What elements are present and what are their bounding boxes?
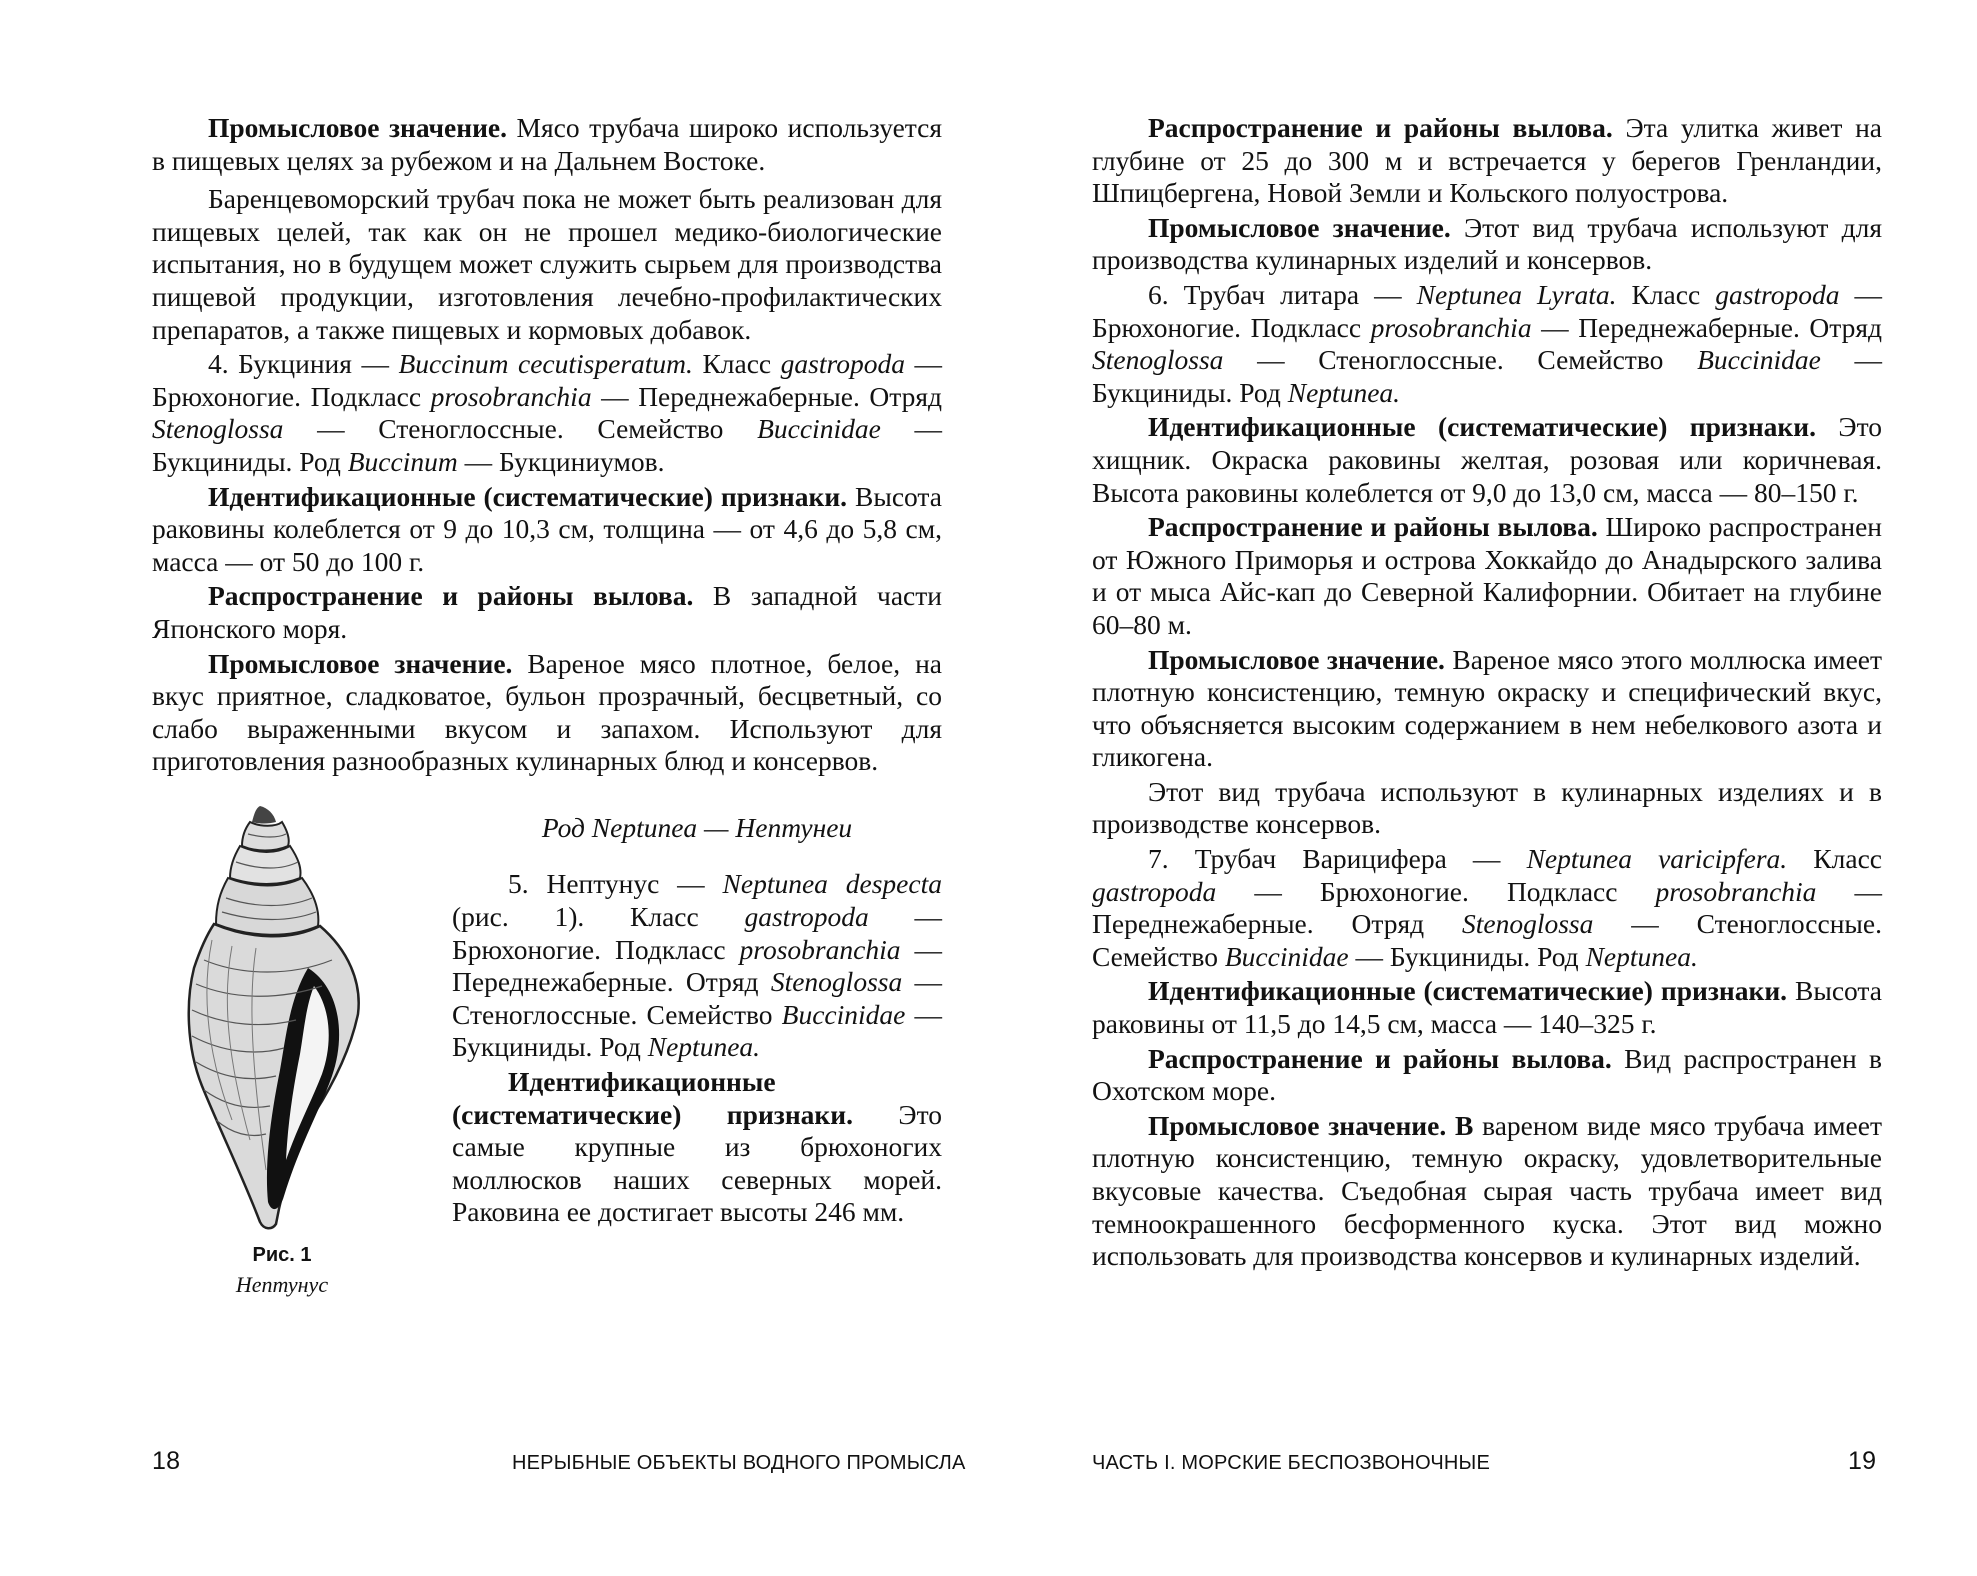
- paragraph: Промысловое значение. Мясо трубача широко используется в пищевых целях за рубежом и на Дальнем Востоке.: [152, 112, 942, 176]
- paragraph: Промысловое значение. Вареное мясо этого моллюска имеет плотную консистенцию, темную окраску и специфический вкус, что объясняется высоким содержанием в нем небелкового азота и гликогена.: [1092, 643, 1882, 773]
- paragraph: Распространение и районы вылова. Эта улитка живет на глубине от 25 до 300 м и встречается у берегов Гренландии, Шпицбергена, Новой Земли и Кольского полуострова.: [1092, 112, 1882, 209]
- run-in-heading: Промысловое значение.: [1148, 211, 1451, 243]
- run-in-heading: Распространение и районы вылова.: [1148, 511, 1598, 543]
- run-in-heading: Промысловое значение. В: [1148, 1109, 1474, 1141]
- species-entry: 5. Нептунус — Neptunea despecta (рис. 1). Класс gastropoda — Брюхоногие. Подкласс prosobranchia — Переднежаберные. Отряд Stenoglossa — Стеноглоссные. Семейство Buccinidae — Букциниды. Род Neptunea.: [452, 868, 943, 1063]
- run-in-heading: Идентификационные (систематические) признаки.: [1148, 975, 1788, 1007]
- paragraph: Этот вид трубача используют в кулинарных изделиях и в производстве консервов.: [1092, 775, 1882, 840]
- run-in-heading: Распространение и районы вылова.: [1148, 112, 1613, 143]
- page-number-left: 18: [152, 1447, 181, 1475]
- paragraph: Распространение и районы вылова. В западной части Японского моря.: [152, 580, 942, 644]
- paragraph: Идентификационные (систематические) признаки. Высота раковины от 11,5 до 14,5 см, масса — 140–325 г.: [1092, 975, 1882, 1040]
- figure-block: [152, 800, 942, 1310]
- run-in-heading: Распространение и районы вылова.: [1148, 1042, 1612, 1074]
- figure-side-text: [452, 800, 942, 1231]
- run-in-heading: Промысловое значение.: [208, 647, 513, 679]
- page-number-right: 19: [1848, 1447, 1877, 1475]
- species-entry: 7. Трубач Варицифера — Neptunea varicipfera. Класс gastropoda — Брюхоногие. Подкласс prosobranchia — Переднежаберные. Отряд Stenoglossa — Стеноглоссные. Семейство Buccinidae — Букциниды. Род Neptunea.: [1092, 843, 1882, 972]
- species-entry: 6. Трубач литара — Neptunea Lyrata. Класс gastropoda — Брюхоногие. Подкласс prosobranchia — Переднежаберные. Отряд Stenoglossa — Стеноглоссные. Семейство Buccinidae — Букциниды. Род Neptunea.: [1092, 278, 1883, 408]
- right-page-body: [1092, 112, 1882, 1275]
- paragraph: Промысловое значение. Этот вид трубача используют для производства кулинарных изделий и консервов.: [1092, 211, 1883, 276]
- paragraph: Баренцевоморский трубач пока не может быть реализован для пищевых целей, так как он не прошел медико-биологические испытания, но в будущем может служить сырьем для производства пищевой продукции, изготовления лечебно-профилактических препаратов, а также пищевых и кормовых добавок.: [152, 183, 942, 345]
- running-head-right: ЧАСТЬ I. МОРСКИЕ БЕСПОЗВОНОЧНЫЕ: [1092, 1452, 1491, 1474]
- running-head-left: НЕРЫБНЫЕ ОБЪЕКТЫ ВОДНОГО ПРОМЫСЛА: [512, 1452, 966, 1474]
- paragraph: Идентификационные (систематические) признаки. Это самые крупные из брюхоногих моллюсков наших северных морей. Раковина ее достигает высоты 246 мм.: [452, 1066, 942, 1228]
- figure-1: [152, 800, 412, 1310]
- paragraph: Распространение и районы вылова. Вид распространен в Охотском море.: [1092, 1042, 1882, 1107]
- genus-heading: Род Neptunea — Нептунеи: [541, 811, 853, 843]
- figure-caption: [152, 1240, 412, 1300]
- figure-label: Рис. 1: [252, 1243, 312, 1266]
- species-entry: 4. Букциния — Buccinum cecutisperatum. Класс gastropoda — Брюхоногие. Подкласс prosobranchia — Переднежаберные. Отряд Stenoglossa — Стеноглоссные. Семейство Buccinidae — Букциниды. Род Buccinum — Букциниумов.: [152, 348, 942, 477]
- run-in-heading: Распространение и районы вылова.: [208, 580, 694, 612]
- shell-illustration: [172, 800, 382, 1240]
- run-in-heading: Идентификационные (систематические) признаки.: [452, 1066, 853, 1130]
- paragraph: Промысловое значение. Вареное мясо плотное, белое, на вкус приятное, сладковатое, бульон прозрачный, бесцветный, со слабо выраженными вкусом и запахом. Используют для приготовления разнообразных кулинарных блюд и консервов.: [152, 647, 942, 777]
- figure-name: Нептунус: [235, 1271, 329, 1297]
- run-in-heading: Промысловое значение.: [208, 112, 508, 143]
- paragraph: Идентификационные (систематические) признаки. Высота раковины колеблется от 9 до 10,3 см, толщина — от 4,6 до 5,8 см, масса — от 50 до 100 г.: [152, 480, 942, 577]
- paragraph: Распространение и районы вылова. Широко распространен от Южного Приморья и острова Хоккайдо до Анадырского залива и от мыса Айс-кап до Северной Калифорнии. Обитает на глубине 60–80 м.: [1092, 511, 1883, 640]
- left-page-body: [152, 112, 942, 1310]
- paragraph: Промысловое значение. В вареном виде мясо трубача имеет плотную консистенцию, темную окраску, удовлетворительные вкусовые качества. Съедобная сырая часть трубача имеет вид темноокрашенного бесформенного куска. Этот вид можно использовать для производства консервов и кулинарных изделий.: [1092, 1109, 1882, 1272]
- run-in-heading: Идентификационные (систематические) признаки.: [208, 480, 848, 512]
- run-in-heading: Идентификационные (систематические) признаки.: [1148, 411, 1816, 443]
- run-in-heading: Промысловое значение.: [1148, 643, 1445, 675]
- paragraph: Идентификационные (систематические) признаки. Это хищник. Окраска раковины желтая, розовая или коричневая. Высота раковины колеблется от 9,0 до 13,0 см, масса — 80–150 г.: [1092, 411, 1882, 508]
